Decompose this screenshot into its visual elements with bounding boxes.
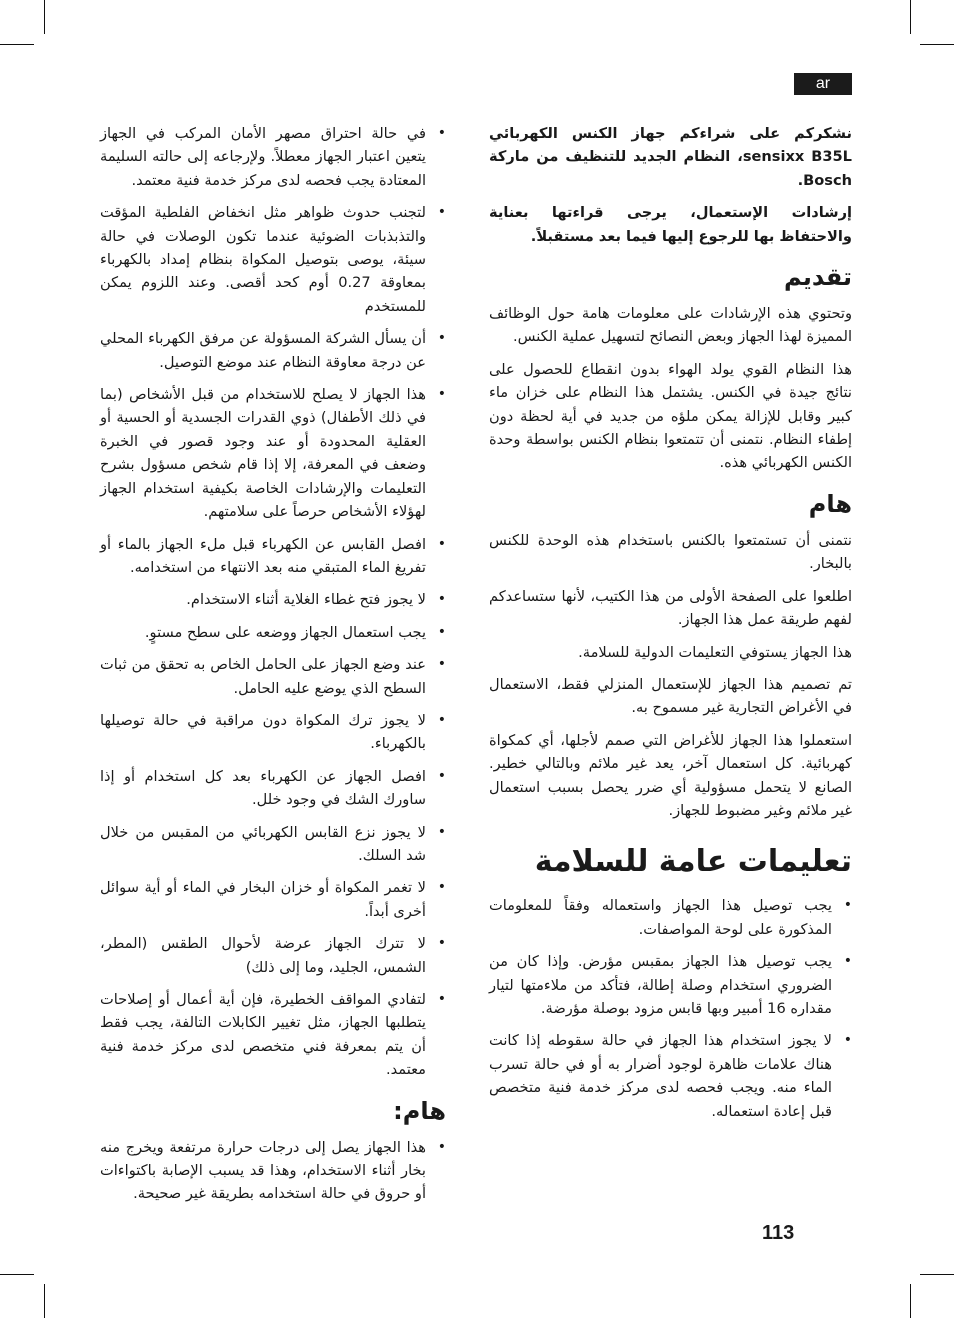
bullet-icon: • — [843, 953, 852, 970]
list-item: • افصل القابس عن الكهرباء قبل ملء الجهاز بالماء أو تفريغ الماء المتبقي منه بعد الانتهاء من استخدامه. — [100, 533, 446, 580]
language-tab: ar — [794, 73, 852, 95]
list-item: • يجب استعمال الجهاز ووضعه على سطح مستوٍ. — [100, 621, 446, 644]
paragraph: وتحتوي هذه الإرشادات على معلومات هامة حول الوظائف المميزة لهذا الجهاز وبعض النصائح لتسهيل عملية الكنس. — [489, 305, 852, 346]
crop-mark — [920, 1274, 954, 1275]
crop-mark — [0, 1274, 34, 1275]
paragraph: هذا الجهاز يستوفي التعليمات الدولية للسلامة. — [578, 643, 852, 661]
bullet-icon: • — [437, 656, 446, 673]
crop-mark — [920, 44, 954, 45]
bullet-icon: • — [437, 125, 446, 141]
bullet-icon: • — [437, 767, 446, 784]
bullet-icon: • — [437, 879, 446, 896]
crop-mark — [910, 1284, 911, 1318]
list-item: • لا يجوز نزع القابس الكهربائي من المقبس من خلال شد السلك. — [100, 821, 446, 868]
paragraph: تم تصميم هذا الجهاز للإستعمال المنزلي فقط، الاستعمال في الأغراض التجارية غير مسموح به. — [489, 675, 852, 717]
bullet-icon: • — [843, 897, 852, 914]
heading-important: هام — [808, 489, 852, 518]
bullet-icon: • — [437, 591, 446, 608]
bullet-icon: • — [437, 711, 446, 728]
bullet-icon: • — [437, 1138, 446, 1155]
bullet-icon: • — [843, 1032, 852, 1049]
bullet-icon: • — [437, 823, 446, 840]
list-item: • لتجنب حدوث ظواهر مثل انخفاض الفلطية المؤقت والتذبذبات الضوئية عندما تكون الوصلات في حالة سيئة، يوصى بتوصيل المكواة بنظام إمداد بالكهرباء بمعاوقة 0.27 أوم كحد أقصى. وعند اللزوم يمكن للمستخدم — [100, 201, 446, 318]
heading-safety: تعليمات عامة للسلامة — [534, 844, 852, 880]
crop-mark — [44, 0, 45, 34]
list-item: • أن يسأل الشركة المسؤولة عن مرفق الكهرباء المحلي عن درجة معاوقة النظام عند موضع التوصيل. — [100, 327, 446, 374]
list-item: • لا يجوز فتح غطاء الغلاية أثناء الاستخدام. — [100, 588, 446, 611]
list-item: • لا يجوز استخدام هذا الجهاز في حالة سقوطه إذا كانت هناك علامات ظاهرة لوجود أضرار به أو في حالة تسرب الماء منه. ويجب فحصه لدى مركز خدمة فنية متخصص قبل إعادة استعماله. — [489, 1029, 852, 1123]
bullet-icon: • — [437, 991, 446, 1007]
bullet-icon: • — [437, 330, 446, 347]
list-item: • هذا الجهاز يصل إلى درجات حرارة مرتفعة ويخرج منه بخار أثناء الاستخدام، وهذا قد يسبب الإصابة باكتواءات أو حروق في حالة استخدامه بطريقة غير صحيحة. — [100, 1136, 446, 1206]
list-item: • يجب توصيل هذا الجهاز بمقبس مؤرض. وإذا كان من الضروري استخدام وصلة إطالة، فتأكد من ملاءمتها لتيار مقداره 16 أمبير وبها قابس مزود بوصلة مؤرضة. — [489, 950, 852, 1020]
bullet-icon: • — [437, 623, 446, 640]
paragraph: استعملوا هذا الجهاز للأغراض التي صمم لأجلها، أي كمكواة كهربائية. كل استعمال آخر، يعد غير ملائم وبالتالي خطير. الصانع لا يتحمل مسؤولية أي ضرر يحصل بسبب استعمال غير ملائم وغير مضبوط للجهاز. — [489, 731, 852, 819]
intro-instructions: إرشادات الإستعمال، يرجى قراءتها بعناية والاحتفاظ بها للرجوع إليها فيما بعد مستقبلاً. — [489, 204, 852, 245]
note-list — [100, 1136, 446, 1206]
list-item: • عند وضع الجهاز على الحامل الخاص به تحقق من ثبات السطح الذي يوضع عليه الحامل. — [100, 653, 446, 700]
list-item: • هذا الجهاز لا يصلح للاستخدام من قبل الأشخاص (بما في ذلك الأطفال) ذوي القدرات الجسدية أو الحسية أو العقلية المحدودة أو عند وجود قصور في الخبرة وضعف في المعرفة، إلا إذا قام شخص مسؤول بشرح التعليمات والإرشادات الخاصة بكيفية استخدام الجهاز لهؤلاء الأشخاص حرصاً على سلامتهم. — [100, 383, 446, 523]
bullet-icon: • — [437, 386, 446, 403]
list-item: • في حالة احتراق مصهر الأمان المركب في الجهاز يتعين اعتبار الجهاز معطلاً. ولإرجاعه إلى حالته السليمة المعتادة يجب فحصه لدى مركز خدمة فنية معتمد. — [100, 122, 446, 192]
intro-thanks: نشكركم على شراءكم جهاز الكنس الكهربائي sensixx B35L، النظام الجديد للتنظيف من ماركة Bosch. — [489, 125, 852, 189]
list-item: • لا تغمر المكواة أو خزان البخار في الماء أو أية سوائل أخرى أبداً. — [100, 876, 446, 923]
list-item: • يجب توصيل هذا الجهاز واستعماله وفقاً للمعلومات المذكورة على لوحة المواصفات. — [489, 894, 852, 941]
page-number: 113 — [762, 1222, 795, 1244]
bullet-icon: • — [437, 204, 446, 221]
paragraph: نتمنى أن تستمتعوا بالكنس باستخدام هذه الوحدة للكنس بالبخار. — [489, 531, 852, 573]
list-item: • افصل الجهاز عن الكهرباء بعد كل استخدام أو إذا ساورك الشك في وجود خلل. — [100, 765, 446, 812]
right-column — [489, 122, 852, 1132]
heading-note: هام: — [393, 1096, 446, 1125]
crop-mark — [0, 44, 34, 45]
safety-list — [489, 894, 852, 1123]
bullet-icon: • — [437, 535, 446, 552]
list-item: • لتفادي المواقف الخطيرة، فإن أية أعمال أو إصلاحات يتطلبها الجهاز، مثل تغيير الكابلات التالفة، يجب فقط أن يتم بمعرفة فني متخصص لدى مركز خدمة فنية معتمد. — [100, 988, 446, 1082]
heading-introduction: تقديم — [784, 263, 852, 292]
paragraph: هذا النظام القوي يولد الهواء بدون انقطاع للحصول على نتائج جيدة في الكنس. يشتمل هذا النظام على خزان ماء كبير وقابل للإزالة يمكن ملؤه من جديد في أية لحظة دون إطفاء النظام. نتمنى أن تتمتعوا بنظام الكنس بواسطة وحدة الكنس الكهربائي هذه. — [489, 360, 852, 472]
list-item: • لا يجوز ترك المكواة دون مراقبة في حالة توصيلها بالكهرباء. — [100, 709, 446, 756]
list-item: • لا تترك الجهاز عرضة لأحوال الطقس (المطر، الشمس، الجليد، وما إلى ذلك) — [100, 932, 446, 979]
crop-mark — [910, 0, 911, 34]
crop-mark — [44, 1284, 45, 1318]
safety-list-continued — [100, 122, 446, 1082]
paragraph: اطلعوا على الصفحة الأولى من هذا الكتيب، لأنها ستساعدكم لفهم طريقة عمل هذا الجهاز. — [489, 587, 852, 629]
bullet-icon: • — [437, 935, 446, 952]
left-column — [100, 122, 446, 1215]
